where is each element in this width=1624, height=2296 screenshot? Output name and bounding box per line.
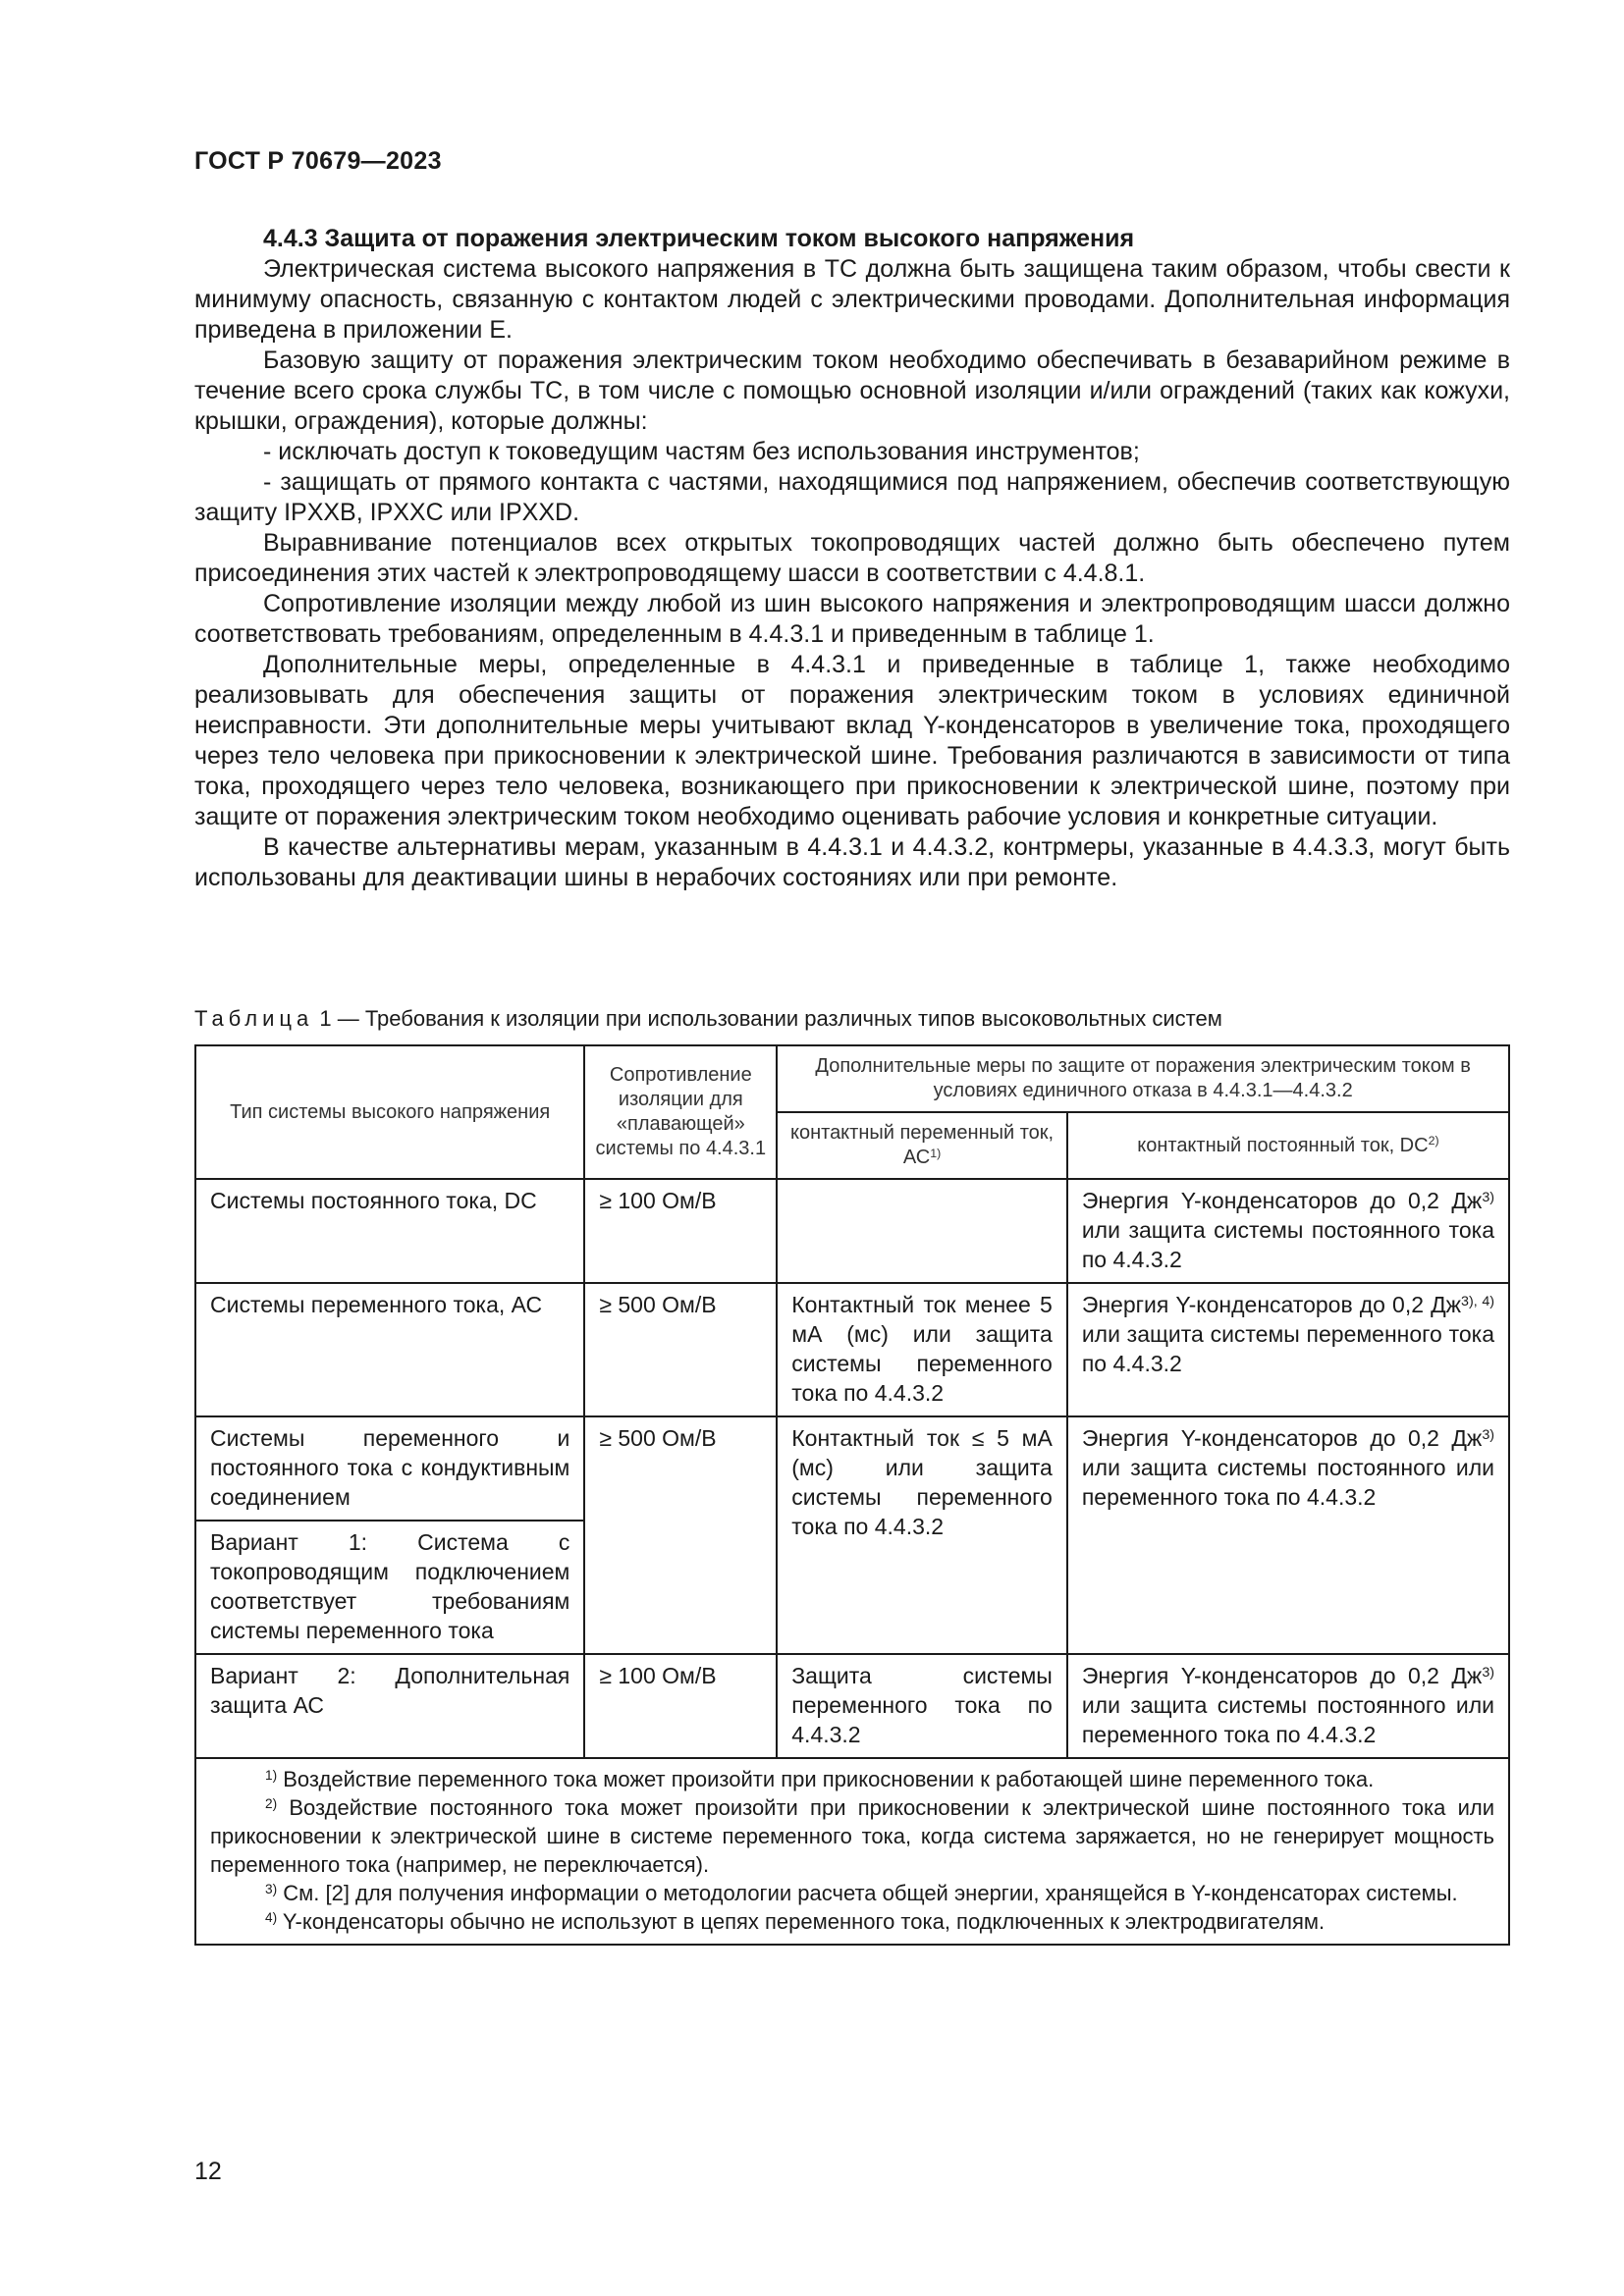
section-body [194,224,1510,893]
cell-resistance: ≥ 100 Ом/В [584,1654,777,1758]
table-footnotes [195,1758,1509,1945]
table-caption [194,1006,1222,1032]
cell-ac: Защита системы переменного тока по 4.4.3.2 [777,1654,1067,1758]
paragraph: Электрическая система высокого напряжения в ТС должна быть защищена таким образом, чтобы свести к минимуму опасность, связанную с контактом людей с электрическими проводами. Дополнительная информация приведена в приложении Е. [194,255,1510,344]
paragraph: Дополнительные меры, определенные в 4.4.3.1 и приведенные в таблице 1, также необходимо реализовывать для обеспечения защиты от поражения электрическим током в условиях единичной неисправности. Эти дополнительные меры учитывают вклад Y-конденсаторов в увеличение тока, проходящего через тело человека при прикосновении к электрической шине. Требования различаются в зависимости от типа тока, проходящего через тело человека, возникающего при прикосновении к электрической шине, поэтому при защите от поражения электрическим током необходимо оценивать рабочие условия и конкретные ситуации. [194,651,1510,830]
table-header-row [195,1045,1509,1112]
header-ac: контактный переменный ток, АС$^{1)}$ [777,1112,1067,1179]
header-system-type: Тип системы высокого напряжения [195,1045,584,1179]
header-resistance: Сопротивление изоляции для «плавающей» системы по 4.4.3.1 [584,1045,777,1179]
cell-system-type: Системы постоянного тока, DC [195,1179,584,1283]
cell-system-type: Вариант 2: Дополнительная защита АС [195,1654,584,1758]
cell-ac: Контактный ток ≤ 5 мА (мс) или защита системы переменного тока по 4.4.3.2 [777,1416,1067,1654]
section-title: 4.4.3 Защита от поражения электрическим током высокого напряжения [263,225,1135,252]
table-row [195,1179,1509,1283]
table-row [195,1654,1509,1758]
document-id-header: ГОСТ Р 70679—2023 [194,147,442,175]
table-footnotes-row [195,1758,1509,1945]
footnote: $^{3)}$ См. [2] для получения информации о методологии расчета общей энергии, хранящейся в Y-конденсаторах системы. [265,1881,1458,1905]
insulation-requirements-table [194,1044,1510,1946]
list-item: - защищать от прямого контакта с частями, находящимися под напряжением, обеспечив соответствующую защиту IPXXB, IPXXC или IPXXD. [194,468,1510,526]
cell-system-type: Системы переменного и постоянного тока с кондуктивным соединением [195,1416,584,1521]
cell-dc: Энергия Y-конденсаторов до 0,2 $Дж^{3), 4)}$ или защита системы переменного тока по 4.4.3.2 [1067,1283,1509,1416]
header-dc: контактный постоянный ток, DC$^{2)}$ [1067,1112,1509,1179]
paragraph: Сопротивление изоляции между любой из шин высокого напряжения и электропроводящим шасси должно соответствовать требованиям, определенным в 4.4.3.1 и приведенным в таблице 1. [194,590,1510,648]
table-row [195,1416,1509,1521]
footnote: $^{4)}$ Y-конденсаторы обычно не используют в цепях переменного тока, подключенных к электродвигателям. [265,1909,1326,1934]
cell-variant-1: Вариант 1: Система с токопроводящим подключением соответствует требованиям системы переменного тока [195,1521,584,1654]
cell-dc: Энергия Y-конденсаторов до 0,2 $Дж^{3)}$ или защита системы постоянного или переменного тока по 4.4.3.2 [1067,1654,1509,1758]
cell-ac: Контактный ток менее 5 мА (мс) или защита системы переменного тока по 4.4.3.2 [777,1283,1067,1416]
table-row [195,1283,1509,1416]
paragraph: В качестве альтернативы мерам, указанным в 4.4.3.1 и 4.4.3.2, контрмеры, указанные в 4.4.3.3, могут быть использованы для деактивации шины в нерабочих состояниях или при ремонте. [194,833,1510,891]
table-caption-text: 1 — Требования к изоляции при использовании различных типов высоковольтных систем [319,1006,1222,1031]
cell-resistance: ≥ 100 Ом/В [584,1179,777,1283]
cell-dc: Энергия Y-конденсаторов до 0,2 $Дж^{3)}$ или защита системы постоянного тока по 4.4.3.2 [1067,1179,1509,1283]
list-item: - исключать доступ к токоведущим частям без использования инструментов; [263,438,1140,465]
paragraph: Выравнивание потенциалов всех открытых токопроводящих частей должно быть обеспечено путем присоединения этих частей к электропроводящему шасси в соответствии с 4.4.8.1. [194,529,1510,587]
cell-ac [777,1179,1067,1283]
footnote: $^{2)}$ Воздействие постоянного тока может произойти при прикосновении к электрической шине постоянного тока или прикосновении к электрической шине в системе переменного тока, когда система заряжается, но не генерирует мощность переменного тока (например, не переключается). [210,1795,1494,1877]
footnote: $^{1)}$ Воздействие переменного тока может произойти при прикосновении к работающей шине переменного тока. [265,1767,1375,1791]
cell-resistance: ≥ 500 Ом/В [584,1283,777,1416]
page-number: 12 [194,2158,222,2185]
cell-resistance: ≥ 500 Ом/В [584,1416,777,1654]
cell-system-type: Системы переменного тока, АС [195,1283,584,1416]
paragraph: Базовую защиту от поражения электрическим током необходимо обеспечивать в безаварийном режиме в течение всего срока службы ТС, в том числе с помощью основной изоляции и/или ограждений (таких как кожухи, крышки, ограждения), которые должны: [194,347,1510,435]
header-additional-measures: Дополнительные меры по защите от поражения электрическим током в условиях единичного отказа в 4.4.3.1—4.4.3.2 [777,1045,1509,1112]
cell-dc: Энергия Y-конденсаторов до 0,2 $Дж^{3)}$ или защита системы постоянного или переменного тока по 4.4.3.2 [1067,1416,1509,1654]
table-caption-label: Таблица [194,1006,314,1031]
